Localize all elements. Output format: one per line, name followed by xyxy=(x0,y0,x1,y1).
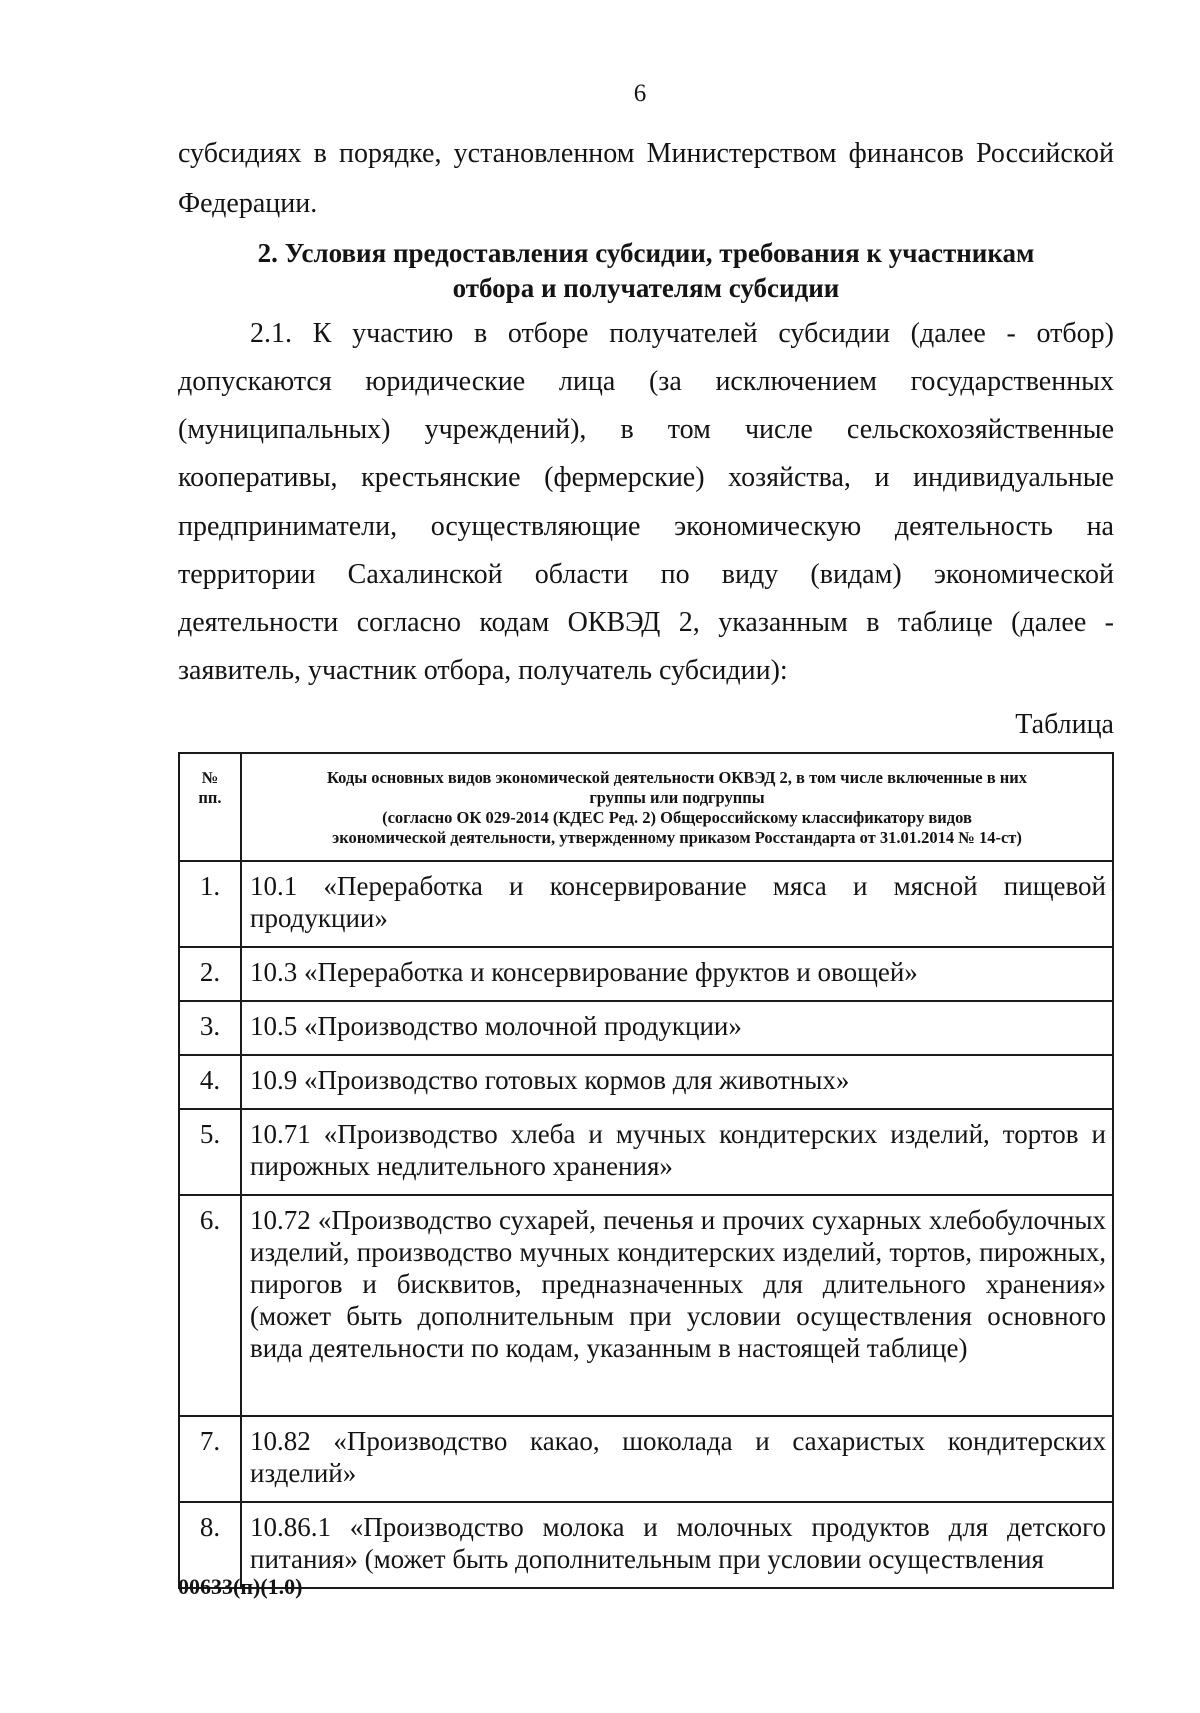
row-code-text: 10.1 «Переработка и консервирование мяса и мясной пищевой продукции» xyxy=(241,861,1113,947)
row-number: 8. xyxy=(179,1502,241,1588)
paragraph-line-8: заявитель, участник отбора, получатель субсидии): xyxy=(178,655,788,686)
table-row xyxy=(179,947,1113,1001)
header-num-cell xyxy=(179,753,241,861)
table-row xyxy=(179,1055,1113,1109)
row-number: 2. xyxy=(179,947,241,1001)
row-code-text: 10.3 «Переработка и консервирование фруктов и овощей» xyxy=(241,947,1113,1001)
paragraph-line-3: (муниципальных) учреждений), в том числе сельскохозяйственные xyxy=(178,414,1114,445)
table-row xyxy=(179,1502,1113,1588)
okved-table xyxy=(178,752,1114,1589)
row-code-text: 10.72 «Производство сухарей, печенья и прочих сухарных хлебобулочных изделий, производство мучных кондитерских изделий, тортов, пирожных, пирогов и бисквитов, предназначенных для длительного хранения» (может быть дополнительным при условии осуществления основного вида деятельности по кодам, указанным в настоящей таблице) xyxy=(241,1195,1113,1416)
row-number: 5. xyxy=(179,1109,241,1195)
header-num-line-1: № xyxy=(201,768,219,787)
section-heading-line-1: 2. Условия предоставления субсидии, требования к участникам xyxy=(257,238,1035,268)
header-codes-cell xyxy=(241,753,1113,861)
table-caption: Таблица xyxy=(1015,709,1114,740)
row-code-text: 10.86.1 «Производство молока и молочных продуктов для детского питания» (может быть дополнительным при условии осуществления xyxy=(241,1502,1113,1588)
table-row xyxy=(179,1416,1113,1502)
paragraph-line-5: предприниматели, осуществляющие экономическую деятельность на xyxy=(178,511,1114,542)
paragraph-line-1: 2.1. К участию в отборе получателей субсидии (далее - отбор) xyxy=(250,318,1114,349)
page-number: 6 xyxy=(633,80,647,107)
header-codes-line-2: группы или подгруппы xyxy=(589,788,765,807)
intro-line-1: субсидиях в порядке, установленном Министерством финансов Российской xyxy=(178,138,1114,169)
paragraph-line-6: территории Сахалинской области по виду (видам) экономической xyxy=(178,559,1114,590)
section-heading-line-2: отбора и получателям субсидии xyxy=(452,273,840,303)
row-code-text: 10.5 «Производство молочной продукции» xyxy=(241,1001,1113,1055)
row-code-text: 10.71 «Производство хлеба и мучных кондитерских изделий, тортов и пирожных недлительного хранения» xyxy=(241,1109,1113,1195)
header-codes-line-1: Коды основных видов экономической деятельности ОКВЭД 2, в том числе включенные в них xyxy=(326,768,1028,787)
row-code-text: 10.82 «Производство какао, шоколада и сахаристых кондитерских изделий» xyxy=(241,1416,1113,1502)
intro-line-2: Федерации. xyxy=(178,188,318,219)
document-footer-code: 00633(п)(1.0) xyxy=(178,1574,303,1599)
row-code-text: 10.9 «Производство готовых кормов для животных» xyxy=(241,1055,1113,1109)
table-row xyxy=(179,1109,1113,1195)
table-row xyxy=(179,1001,1113,1055)
header-codes-line-4: экономической деятельности, утвержденному приказом Росстандарта от 31.01.2014 № 14-ст) xyxy=(332,828,1022,847)
row-number: 6. xyxy=(179,1195,241,1416)
header-num-line-2: пп. xyxy=(198,788,222,807)
paragraph-line-7: деятельности согласно кодам ОКВЭД 2, указанным в таблице (далее - xyxy=(178,607,1114,638)
row-number: 7. xyxy=(179,1416,241,1502)
table-row xyxy=(179,861,1113,947)
row-number: 3. xyxy=(179,1001,241,1055)
header-codes-line-3: (согласно ОК 029-2014 (КДЕС Ред. 2) Общероссийскому классификатору видов xyxy=(382,808,972,827)
paragraph-line-2: допускаются юридические лица (за исключением государственных xyxy=(178,366,1114,397)
row-number: 4. xyxy=(179,1055,241,1109)
paragraph-line-4: кооперативы, крестьянские (фермерские) хозяйства, и индивидуальные xyxy=(178,462,1114,493)
row-number: 1. xyxy=(179,861,241,947)
table-row xyxy=(179,1195,1113,1416)
table-header-row xyxy=(179,753,1113,861)
